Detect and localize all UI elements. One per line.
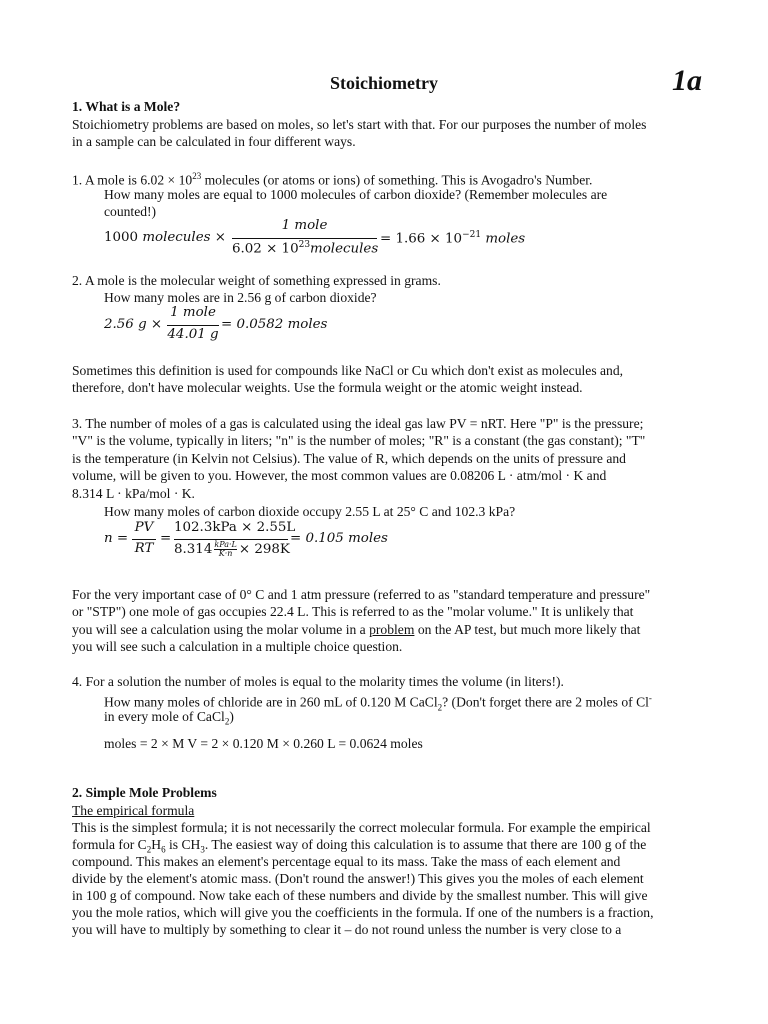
equation-2-denominator: 44.01 g: [167, 327, 219, 342]
equation-3-rt: RT: [134, 541, 154, 556]
paragraph-line: volume, will be given to you. However, the most common values are 0.08206 L · atm/mol · K and: [72, 468, 607, 483]
underlined-word: problem: [369, 622, 415, 637]
method-2-line: 2. A mole is the molecular weight of something expressed in grams.: [72, 273, 441, 288]
paragraph-line: divide by the element's atomic mass. (Don't round the answer!) This gives you the moles of each element: [72, 871, 644, 886]
paragraph-line: formula for $C_2H_6$ is $CH_3$. The easiest way of doing this calculation is to assume that there are 100 g of the: [72, 837, 647, 855]
paragraph-line: you will see a calculation using the molar volume in a problem on the AP test, but much more likely that: [72, 622, 641, 637]
page-label: 1a: [672, 64, 702, 97]
question-line: in every mole of CaCl$_2$): [104, 709, 234, 727]
equation-2-numerator: 1 mole: [170, 305, 216, 320]
page-title: Stoichiometry: [330, 73, 438, 93]
equation-2-left: 2.56 g ×: [104, 317, 163, 332]
question-line: counted!): [104, 204, 157, 219]
fraction-bar: [132, 539, 156, 540]
paragraph-line: you will have to multiply by something to clear it – do not round unless the number is very close to a: [72, 922, 622, 937]
paragraph-line: compound. This makes an element's percentage equal to its mass. Take the mass of each element and: [72, 854, 621, 869]
equation-3-equals: =: [160, 531, 172, 546]
section-heading: 2. Simple Mole Problems: [72, 785, 217, 800]
paragraph-line: you will see such a calculation in a multiple choice question.: [72, 639, 403, 654]
fraction-bar: [167, 325, 219, 326]
paragraph-line: 3. The number of moles of a gas is calculated using the ideal gas law PV = nRT. Here "P" is the pressure;: [72, 416, 644, 431]
equation-2-result: = 0.0582 moles: [221, 317, 328, 332]
calculation-line: moles = 2 × M V = 2 × 0.120 M × 0.260 L = 0.0624 moles: [104, 736, 423, 751]
question-line: How many moles are equal to 1000 molecules of carbon dioxide? (Remember molecules are: [104, 187, 608, 202]
question-line: How many moles are in 2.56 g of carbon dioxide?: [104, 290, 377, 305]
subheading: The empirical formula: [72, 803, 195, 818]
paragraph-line: This is the simplest formula; it is not necessarily the correct molecular formula. For example the empirical: [72, 820, 651, 835]
paragraph-line: 8.314 L · kPa/mol · K.: [72, 486, 195, 501]
equation-3-denominator: 8.314 kPa·L K·n × 298K: [174, 540, 290, 558]
paragraph-line: in 100 g of compound. Now take each of these numbers and divide by the smallest number. This will give: [72, 888, 648, 903]
equation-1-result: = $1.66 \times 10^{-21}$ moles: [380, 230, 526, 247]
paragraph-line: or "STP") one mole of gas occupies 22.4 L. This is referred to as the "molar volume." It is unlikely that: [72, 604, 634, 619]
equation-3-numerator: 102.3kPa × 2.55L: [174, 520, 296, 535]
question-line: How many moles of carbon dioxide occupy 2.55 L at 25° C and 102.3 kPa?: [104, 504, 516, 519]
paragraph-line: therefore, don't have molecular weights. Use the formula weight or the atomic weight instead.: [72, 380, 583, 395]
paragraph-line: you the mole ratios, which will give you the coefficients in the formula. If one of the numbers is a fraction,: [72, 905, 654, 920]
method-1-line: 1. A mole is $6.02 \times 10^{23}$ molecules (or atoms or ions) of something. This is Avogadro's Number.: [72, 171, 593, 188]
paragraph-line: is the temperature (in Kelvin not Celsius). The value of R, which depends on the units of pressure and: [72, 451, 626, 466]
paragraph-line: "V" is the volume, typically in liters; "n" is the number of moles; "R" is a constant (the gas constant); "T": [72, 433, 646, 448]
question-line: How many moles of chloride are in 260 mL of 0.120 M CaCl$_2$? (Don't forget there are 2 moles of Cl-: [104, 693, 652, 713]
fraction-bar: [232, 238, 377, 239]
paragraph-line: in a sample can be calculated in four different ways.: [72, 134, 356, 149]
equation-1-denominator: $6.02 \times 10^{23}molecules$: [232, 240, 379, 257]
section-heading: 1. What is a Mole?: [72, 99, 181, 114]
equation-3-pv: PV: [134, 520, 154, 535]
paragraph-line: For the very important case of 0° C and 1 atm pressure (referred to as "standard temperature and pressure": [72, 587, 651, 602]
equation-3-result: = 0.105 moles: [290, 531, 388, 546]
method-4-line: 4. For a solution the number of moles is equal to the molarity times the volume (in liters!).: [72, 674, 564, 689]
equation-1-numerator: 1 mole: [281, 218, 328, 233]
equation-3-n: n =: [104, 531, 129, 546]
equation-1-left: 1000 molecules ×: [104, 230, 226, 245]
paragraph-line: Sometimes this definition is used for compounds like NaCl or Cu which don't exist as molecules and,: [72, 363, 624, 378]
paragraph-line: Stoichiometry problems are based on moles, so let's start with that. For our purposes the number of moles: [72, 117, 647, 132]
